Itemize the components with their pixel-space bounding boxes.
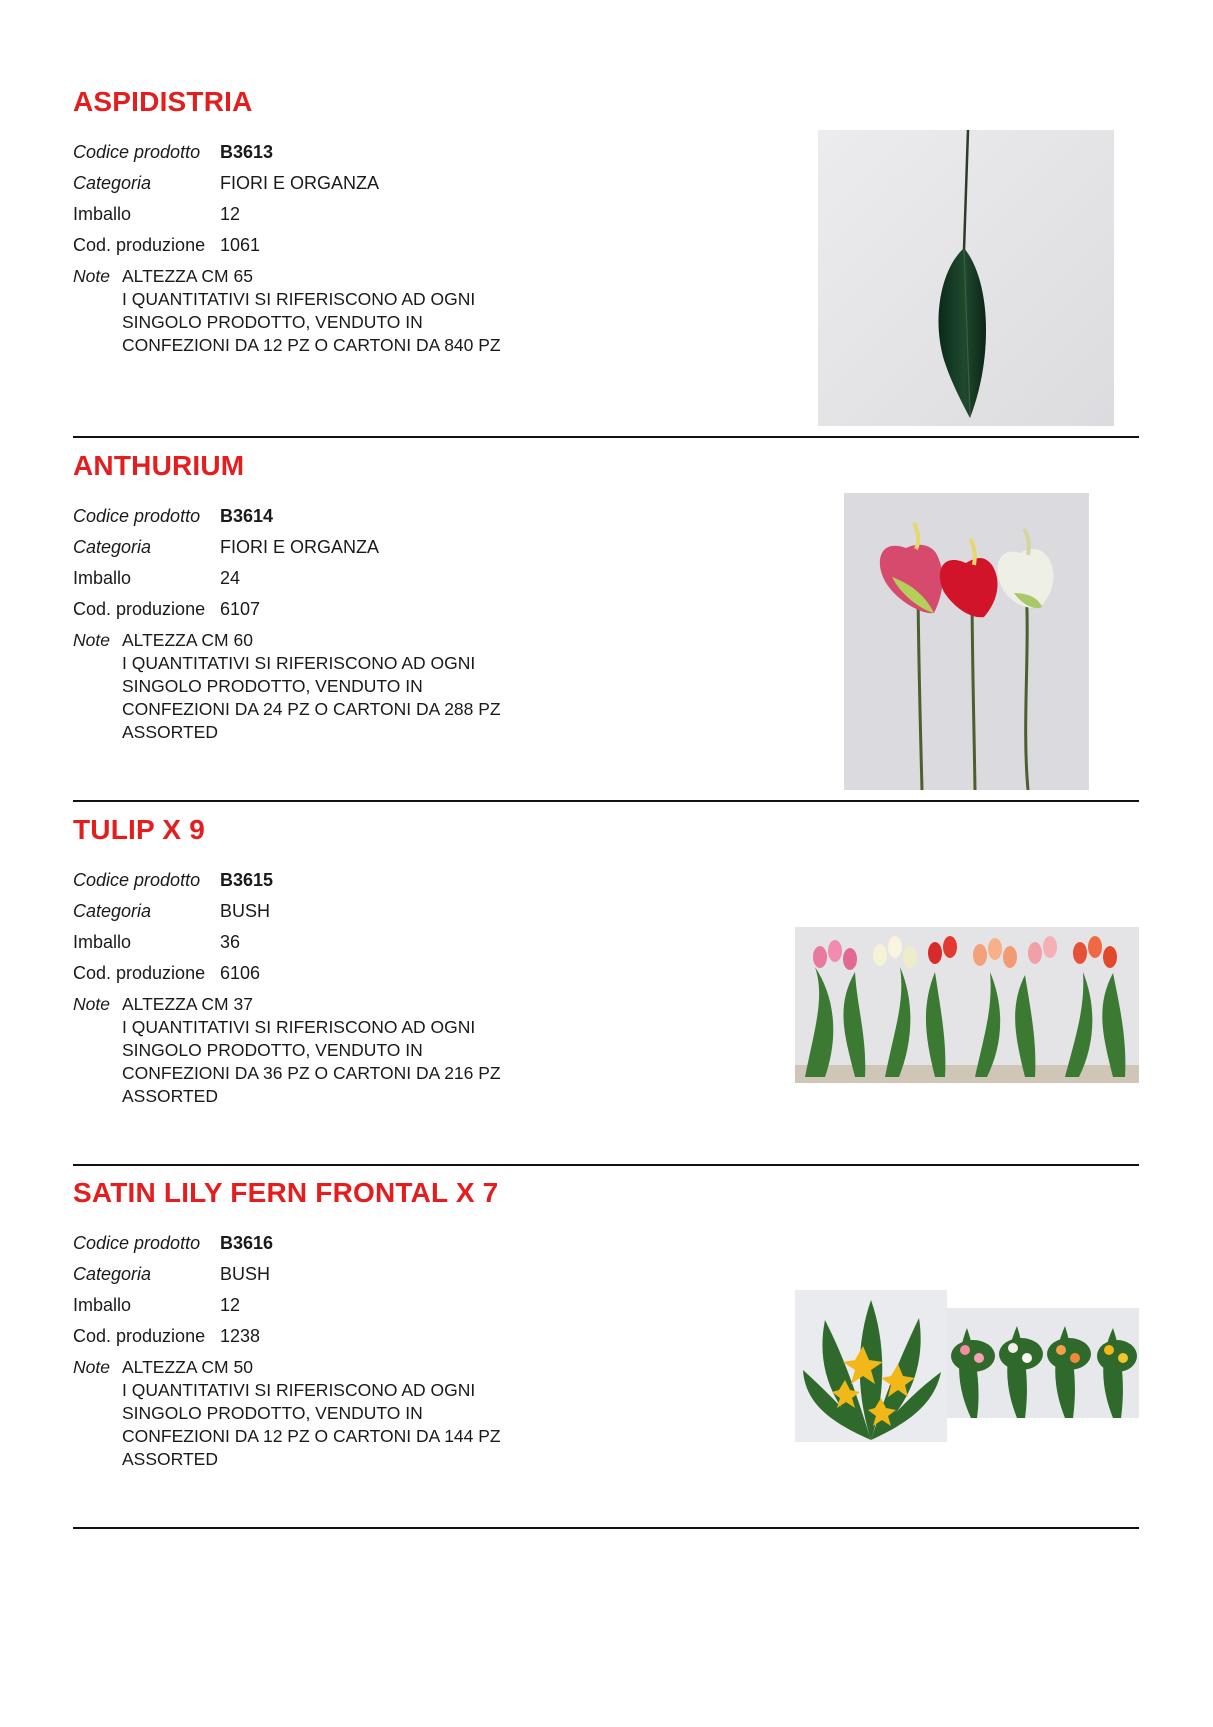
field-value: 36 (220, 932, 241, 952)
note-line: ALTEZZA CM 65 (122, 266, 253, 286)
note-line: ASSORTED (122, 722, 218, 742)
field-value: B3616 (220, 1233, 274, 1253)
note-line: SINGOLO PRODOTTO, VENDUTO IN (122, 312, 423, 332)
product-title: SATIN LILY FERN FRONTAL X 7 (73, 1177, 499, 1208)
note-line: ASSORTED (122, 1449, 218, 1469)
note-line: I QUANTITATIVI SI RIFERISCONO AD OGNI (122, 1380, 476, 1400)
product-tulip (73, 814, 1139, 1166)
field-label: Cod. produzione (73, 235, 206, 255)
field-value: 6107 (220, 599, 261, 619)
note-line: SINGOLO PRODOTTO, VENDUTO IN (122, 676, 423, 696)
product-title: ANTHURIUM (73, 450, 245, 481)
product-photo-satin-lily-assorted (947, 1308, 1139, 1418)
section-divider (73, 1527, 1139, 1529)
field-label: Codice prodotto (73, 142, 201, 162)
field-value: BUSH (220, 1264, 271, 1284)
field-value: 6106 (220, 963, 261, 983)
field-label: Categoria (73, 901, 152, 921)
note-label: Note (73, 630, 110, 650)
note-lines (122, 265, 501, 357)
note-line: I QUANTITATIVI SI RIFERISCONO AD OGNI (122, 653, 476, 673)
note-line: SINGOLO PRODOTTO, VENDUTO IN (122, 1040, 423, 1060)
field-value: 12 (220, 204, 241, 224)
note-lines (122, 629, 501, 744)
note-line: CONFEZIONI DA 36 PZ O CARTONI DA 216 PZ (122, 1063, 501, 1083)
note-label: Note (73, 994, 110, 1014)
field-label: Imballo (73, 204, 132, 224)
field-label: Cod. produzione (73, 963, 206, 983)
note-label: Note (73, 1357, 110, 1377)
product-photo-satin-lily-single (795, 1290, 947, 1442)
product-photo-aspidistria (818, 130, 1114, 426)
field-value: 1238 (220, 1326, 261, 1346)
field-value: B3615 (220, 870, 274, 890)
field-label: Imballo (73, 568, 132, 588)
section-divider (73, 800, 1139, 802)
note-line: SINGOLO PRODOTTO, VENDUTO IN (122, 1403, 423, 1423)
note-label: Note (73, 266, 110, 286)
field-value: FIORI E ORGANZA (220, 537, 380, 557)
field-label: Categoria (73, 173, 152, 193)
product-aspidistria (73, 86, 1139, 438)
field-value: BUSH (220, 901, 271, 921)
field-label: Codice prodotto (73, 506, 201, 526)
product-photo-anthurium (844, 493, 1089, 790)
product-photo-tulip (795, 927, 1139, 1083)
note-line: ALTEZZA CM 50 (122, 1357, 253, 1377)
field-value: B3614 (220, 506, 274, 526)
product-title: TULIP X 9 (73, 814, 205, 845)
section-divider (73, 1164, 1139, 1166)
section-divider (73, 436, 1139, 438)
product-satin-lily (73, 1177, 1139, 1529)
field-label: Cod. produzione (73, 599, 206, 619)
field-label: Codice prodotto (73, 1233, 201, 1253)
note-line: ASSORTED (122, 1086, 218, 1106)
field-value: 12 (220, 1295, 241, 1315)
field-value: 1061 (220, 235, 261, 255)
note-line: ALTEZZA CM 60 (122, 630, 253, 650)
note-lines (122, 993, 501, 1108)
field-label: Cod. produzione (73, 1326, 206, 1346)
note-line: CONFEZIONI DA 12 PZ O CARTONI DA 840 PZ (122, 335, 501, 355)
note-line: ALTEZZA CM 37 (122, 994, 253, 1014)
note-line: CONFEZIONI DA 24 PZ O CARTONI DA 288 PZ (122, 699, 501, 719)
product-anthurium (73, 450, 1139, 802)
note-line: I QUANTITATIVI SI RIFERISCONO AD OGNI (122, 1017, 476, 1037)
field-label: Imballo (73, 932, 132, 952)
field-value: 24 (220, 568, 241, 588)
product-title: ASPIDISTRIA (73, 86, 253, 117)
field-label: Codice prodotto (73, 870, 201, 890)
field-value: FIORI E ORGANZA (220, 173, 380, 193)
field-label: Categoria (73, 1264, 152, 1284)
note-lines (122, 1356, 501, 1471)
note-line: CONFEZIONI DA 12 PZ O CARTONI DA 144 PZ (122, 1426, 501, 1446)
field-value: B3613 (220, 142, 274, 162)
note-line: I QUANTITATIVI SI RIFERISCONO AD OGNI (122, 289, 476, 309)
field-label: Imballo (73, 1295, 132, 1315)
field-label: Categoria (73, 537, 152, 557)
